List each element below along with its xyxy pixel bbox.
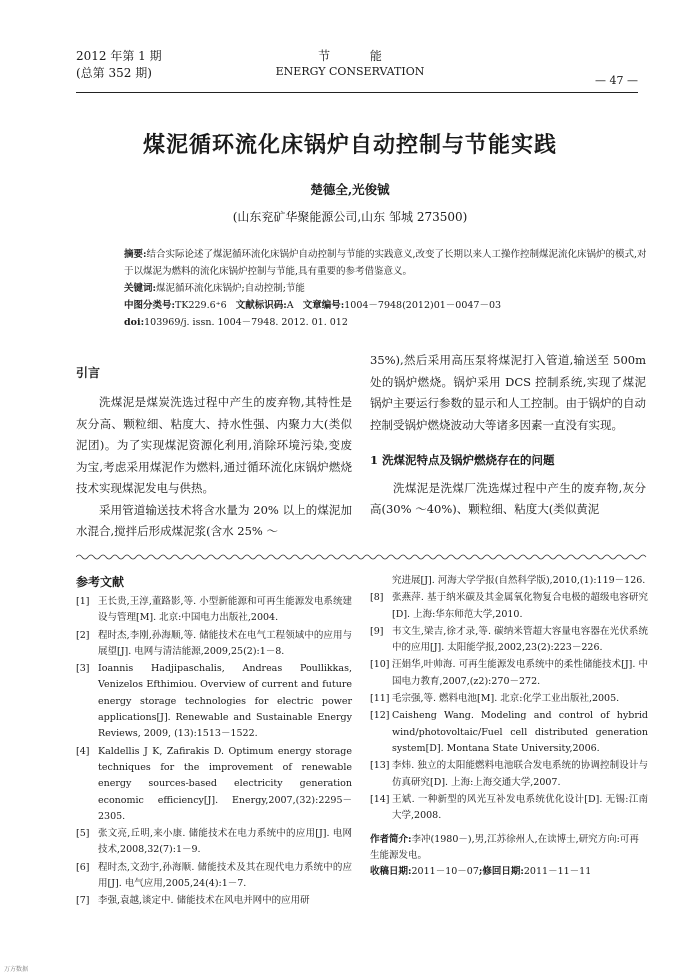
reference-text: 程时杰,文劲宇,孙海顺. 储能技术及其在现代电力系统中的应用[J]. 电气应用,2005,24(4):1－7. [98, 861, 352, 890]
body-paragraph: 洗煤泥是煤炭洗选过程中产生的废弃物,其特性是灰分高、颗粒细、粘度大、持水性强、内聚力大(类似泥团)。为了实现煤泥资源化利用,消除环境污染,变废为宝,考虑采用煤泥作为燃料,通过循环流化床锅炉燃烧技术实现煤泥发电与供热。 [76, 395, 352, 495]
page-number: — 47 — [595, 74, 638, 87]
reference-item [370, 590, 648, 623]
reference-number: [10] [370, 659, 390, 671]
reference-number: [11] [370, 693, 390, 705]
keywords [124, 280, 654, 297]
paper-authors: 楚德全,光俊铖 [310, 182, 390, 197]
reference-item [76, 826, 352, 859]
references-heading: 参考文献 [76, 575, 125, 589]
keywords-text: 煤泥循环流化床锅炉;自动控制;节能 [156, 283, 305, 294]
reference-text: 程时杰,李刚,孙海顺,等. 储能技术在电气工程领域中的应用与展望[J]. 电网与清洁能源,2009,25(2):1－8. [98, 629, 352, 657]
paper-title: 煤泥循环流化床锅炉自动控制与节能实践 [142, 132, 557, 158]
doi-line [124, 314, 654, 331]
reference-continuation: 究进展[J]. 河海大学学报(自然科学版),2010,(1):119－126. [392, 575, 646, 586]
reference-item [370, 657, 648, 690]
reference-text: 毛宗强,等. 燃料电池[M]. 北京:化学工业出版社,2005. [392, 693, 620, 705]
reference-item [76, 594, 352, 627]
received-date: 2011－10－07 [411, 866, 479, 878]
reference-text: 王斌. 一种新型的风光互补发电系统优化设计[D]. 无锡:江南大学,2008. [392, 793, 648, 822]
reference-text: 张燕萍. 基于纳米碳及其金属氧化物复合电极的超级电容研究[D]. 上海:华东师范大学,2010. [392, 592, 648, 620]
journal-name-en: ENERGY CONSERVATION [275, 65, 425, 78]
reference-item [76, 860, 352, 893]
abstract [124, 246, 654, 280]
issue-info [76, 48, 162, 82]
reference-number: [6] [76, 861, 90, 873]
reference-number: [14] [370, 793, 390, 805]
wavy-divider [76, 553, 648, 561]
reference-text: 王长贵,王淳,董路影,等. 小型新能源和可再生能源发电系统建设与管理[M]. 北京:中国电力出版社,2004. [98, 596, 352, 624]
reference-text: 李炜. 独立的太阳能燃料电池联合发电系统的协调控制设计与仿真研究[D]. 上海:上海交通大学,2007. [392, 760, 648, 788]
body-paragraph: 35%),然后采用高压泵将煤泥打入管道,输送至 500m 处的锅炉燃烧。锅炉采用 DCS 控制系统,实现了煤泥锅炉主要运行参数的显示和人工控制。由于锅炉的自动控制受锅炉燃烧波动大等诸多因素一直没有实现。 [370, 353, 646, 432]
reference-item [76, 744, 352, 825]
body-paragraph: 洗煤泥是洗煤厂洗选煤过程中产生的废弃物,灰分高(30% ～40%)、颗粒细、粘度大(类似黄泥 [370, 480, 646, 516]
body-right-column [370, 350, 646, 521]
journal-name [230, 48, 470, 80]
abstract-block [124, 246, 654, 331]
reference-number: [2] [76, 629, 90, 641]
reference-number: [3] [76, 663, 90, 675]
references-left-column [76, 594, 352, 911]
keywords-label: 关键词: [124, 283, 157, 294]
reference-text: 汪娟华,叶帅海. 可再生能源发电系统中的柔性储能技术[J]. 中国电力教育,2007,(z2):270－272. [392, 659, 648, 687]
reference-text: Ioannis Hadjipaschalis, Andreas Poullikkas, Venizelos Efthimiou. Overview of current and future energy storage technologies for electric power applications[J]. Renewable and Sustainable Energy Reviews, 2009, (13):1513－1522. [98, 663, 352, 740]
clc-label: 中图分类号: [124, 300, 176, 311]
section-heading: 1 洗煤泥特点及锅炉燃烧存在的问题 [370, 453, 555, 467]
doi-value: 103969/j. issn. 1004－7948. 2012. 01. 012 [144, 317, 348, 328]
reference-number: [12] [370, 710, 390, 722]
reference-number: [9] [370, 625, 384, 637]
reference-text: Caisheng Wang. Modeling and control of hybrid wind/photovoltaic/Fuel cell distributed generation system[D]. Montana State University,2006. [392, 710, 648, 754]
received-label: 收稿日期: [370, 866, 412, 878]
classification-line [124, 297, 654, 314]
reference-text: Kaldellis J K, Zafirakis D. Optimum energy storage techniques for the improvement of renewable energy sources-based electricity generation economic efficiency[J]. Energy,2007,(32):2295－2305. [98, 745, 352, 822]
body-paragraph: 采用管道输送技术将含水量为 20% 以上的煤泥加水混合,搅拌后形成煤泥浆(含水 25% ～ [76, 502, 352, 538]
reference-item [76, 628, 352, 661]
reference-text: 李强,袁越,谈定中. 储能技术在风电并网中的应用研 [98, 895, 310, 907]
reference-number: [8] [370, 592, 384, 604]
reference-number: [4] [76, 745, 90, 757]
clc-value: TK229.6⁺6 [175, 300, 227, 311]
reference-number: [5] [76, 828, 90, 840]
revised-date: 2011－11－11 [523, 866, 592, 878]
revised-label: ;修回日期: [478, 866, 524, 878]
doccode-value: A [286, 300, 294, 311]
articleno-value: 1004－7948(2012)01－0047－03 [344, 300, 502, 311]
total-issue: (总第 352 期) [76, 66, 152, 80]
header-divider [76, 92, 638, 93]
reference-text: 张文亮,丘明,来小康. 储能技术在电力系统中的应用[J]. 电网技术,2008,32(7):1－9. [98, 828, 352, 856]
reference-item [370, 708, 648, 757]
reference-number: [13] [370, 760, 390, 772]
received-dates [370, 864, 648, 880]
intro-heading: 引言 [76, 366, 101, 380]
body-left-column [76, 392, 352, 543]
reference-item [370, 691, 648, 707]
reference-item [370, 624, 648, 657]
reference-item [370, 792, 648, 825]
references-right-column [370, 573, 648, 880]
articleno-label: 文章编号: [302, 300, 345, 311]
year-issue: 2012 年第 1 期 [76, 49, 162, 63]
abstract-text: 结合实际论述了煤泥循环流化床锅炉自动控制与节能的实践意义,改变了长期以来人工操作控制煤泥流化床锅炉的模式,对于以煤泥为燃料的流化床锅炉控制与节能,具有重要的参考借鉴意义。 [124, 249, 647, 277]
abstract-label: 摘要: [124, 249, 147, 260]
author-bio [370, 832, 648, 864]
author-bio-text: 李冲(1980－),男,江苏徐州人,在读博士,研究方向:可再生能源发电。 [370, 834, 639, 862]
doccode-label: 文献标识码: [235, 300, 287, 311]
journal-name-cn: 节 能 [318, 49, 400, 63]
reference-item [76, 661, 352, 742]
reference-item [370, 758, 648, 791]
reference-number: [1] [76, 596, 90, 607]
doi-label: doi: [124, 317, 145, 328]
footer-watermark: 万方数据 [4, 966, 29, 973]
author-bio-label: 作者简介: [370, 834, 412, 846]
reference-item [76, 893, 352, 909]
reference-text: 韦文生,梁吉,徐才录,等. 碳纳米管超大容量电容器在光伏系统中的应用[J]. 太阳能学报,2002,23(2):223－226. [392, 625, 648, 654]
reference-number: [7] [76, 895, 90, 907]
author-affiliation: (山东兖矿华聚能源公司,山东 邹城 273500) [232, 210, 468, 224]
